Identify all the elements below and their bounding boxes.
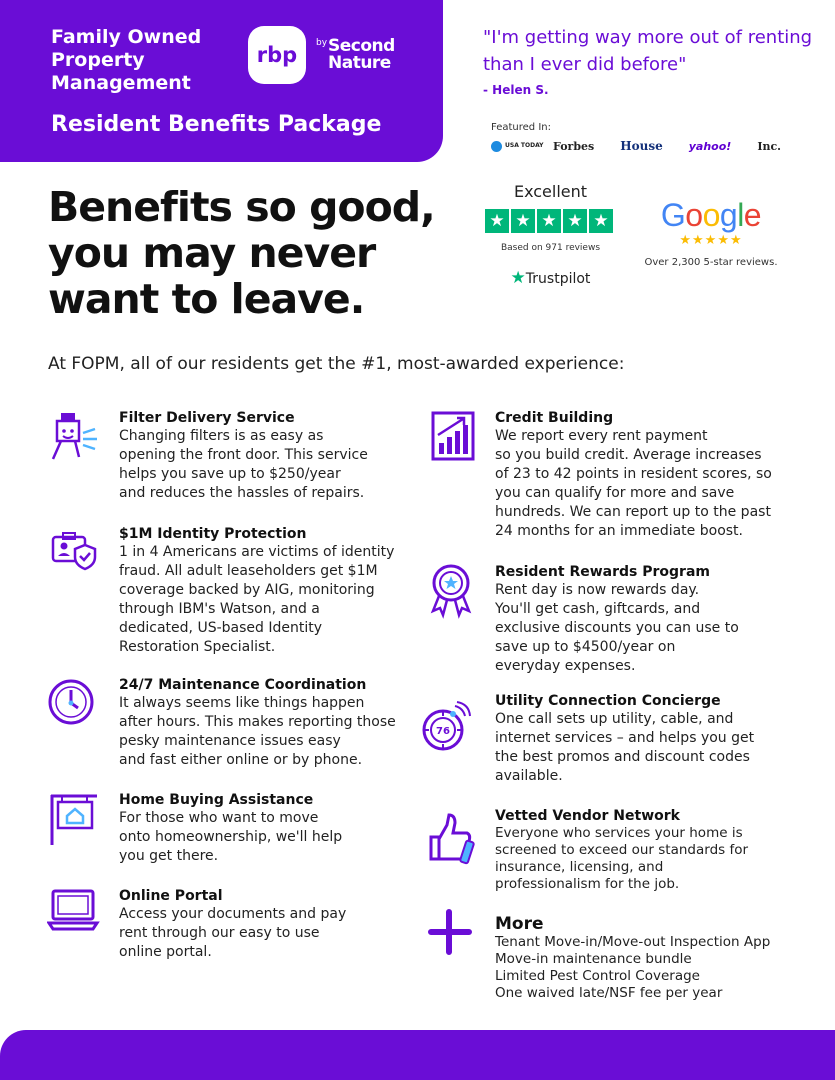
benefit-text: Rent day is now rewards day. You'll get cash, giftcards, and exclusive discounts you can use to save up to $4500/year on everyday expenses. xyxy=(495,582,739,674)
star-icon: ★ xyxy=(511,209,535,233)
benefit-title: Resident Rewards Program xyxy=(495,564,710,580)
benefit-more xyxy=(495,914,835,1002)
inc-logo: Inc. xyxy=(757,139,781,153)
intro-text: At FOPM, all of our residents get the #1, most-awarded experience: xyxy=(48,354,625,374)
benefit-text: It always seems like things happen after hours. This makes reporting those pesky maintenance issues easy and fast either online or by phone. xyxy=(119,695,396,768)
benefit-title: Filter Delivery Service xyxy=(119,410,295,426)
google-logo: Google xyxy=(660,197,762,233)
testimonial-author: - Helen S. xyxy=(483,83,549,97)
benefit-text: For those who want to move onto homeownership, we'll help you get there. xyxy=(119,810,343,864)
laptop-icon xyxy=(47,887,103,943)
yahoo-logo: yahoo! xyxy=(688,139,732,153)
rbp-logo xyxy=(248,26,306,84)
star-icon: ★ xyxy=(589,209,613,233)
filter-delivery-icon xyxy=(47,411,103,467)
partner-by: by xyxy=(316,38,328,48)
company-name: Family Owned Property Management xyxy=(51,26,202,94)
trustpilot-logo xyxy=(483,268,618,288)
benefit-title: Vetted Vendor Network xyxy=(495,808,680,824)
benefit-utility-concierge xyxy=(436,692,835,786)
benefit-filter-delivery xyxy=(119,409,459,503)
benefit-title: 24/7 Maintenance Coordination xyxy=(119,677,367,693)
trustpilot-stars xyxy=(485,209,613,233)
benefit-title: More xyxy=(495,914,544,934)
benefit-text: One call sets up utility, cable, and internet services – and helps you get the best promos and discount codes available. xyxy=(495,711,755,784)
thermostat-icon xyxy=(419,700,475,756)
trustpilot-rating-label: Excellent xyxy=(513,182,588,201)
trustpilot-star-icon: ★ xyxy=(510,268,526,288)
award-ribbon-icon xyxy=(427,563,483,619)
benefit-maintenance xyxy=(119,676,459,770)
star-icon: ★ xyxy=(485,209,509,233)
benefit-text: Tenant Move-in/Move-out Inspection App Move-in maintenance bundle Limited Pest Control Coverage One waived late/NSF fee per year xyxy=(495,934,771,1001)
clock-icon xyxy=(47,676,103,732)
benefit-text: We report every rent payment so you build credit. Average increases of 23 to 42 points in resident scores, so you can qualify for more and save hundreds. We can report up to the past 24 months for an immediate boost. xyxy=(495,428,772,539)
benefit-text: Everyone who services your home is screened to exceed our standards for insurance, licensing, and professionalism for the job. xyxy=(495,825,749,892)
benefit-title: Credit Building xyxy=(495,410,614,426)
footer-banner xyxy=(0,1030,835,1080)
benefit-online-portal xyxy=(119,887,459,962)
usa-today-logo xyxy=(491,141,544,152)
rbp-logo-text: rbp xyxy=(256,43,298,67)
benefit-credit-building xyxy=(495,409,835,541)
star-icon: ★ xyxy=(537,209,561,233)
thumbs-up-icon xyxy=(425,811,481,867)
identity-shield-icon xyxy=(47,525,103,581)
forbes-logo: Forbes xyxy=(553,139,595,153)
home-sign-icon xyxy=(47,791,103,847)
benefit-home-buying xyxy=(119,791,459,866)
package-title: Resident Benefits Package xyxy=(51,112,382,137)
testimonial-quote: "I'm getting way more out of renting than I ever did before" xyxy=(483,27,813,75)
credit-chart-icon xyxy=(427,409,483,465)
svg-text:76: 76 xyxy=(436,726,450,737)
trustpilot-brand: Trustpilot xyxy=(525,271,591,287)
benefit-title: Online Portal xyxy=(119,888,223,904)
benefit-title: Home Buying Assistance xyxy=(119,792,314,808)
press-logos xyxy=(491,138,781,154)
page-headline: Benefits so good, you may never want to leave. xyxy=(48,183,435,323)
plus-icon xyxy=(427,906,483,962)
benefit-resident-rewards xyxy=(495,563,835,676)
trustpilot-review-count: Based on 971 reviews xyxy=(500,243,601,253)
benefit-title: Utility Connection Concierge xyxy=(495,693,721,709)
google-stars: ★★★★★ xyxy=(679,233,743,248)
benefit-text: Access your documents and pay rent through our easy to use online portal. xyxy=(119,906,347,960)
usa-today-text: USA TODAY xyxy=(505,142,544,149)
star-icon: ★ xyxy=(563,209,587,233)
usa-today-dot-icon xyxy=(491,141,502,152)
featured-in-label: Featured In: xyxy=(491,122,551,133)
benefit-vendor-network xyxy=(495,807,835,893)
benefit-title: $1M Identity Protection xyxy=(119,526,307,542)
partner-logo: Second Nature xyxy=(328,36,395,73)
benefit-identity-protection xyxy=(119,525,459,657)
benefit-text: 1 in 4 Americans are victims of identity fraud. All adult leaseholders get $1M coverage backed by AIG, monitoring through IBM's Watson, and a dedicated, US-based Identity Restoration Specialist. xyxy=(119,544,395,655)
google-review-caption: Over 2,300 5-star reviews. xyxy=(644,257,778,268)
house-logo: House xyxy=(620,139,663,153)
benefit-text: Changing filters is as easy as opening the front door. This service helps you save up to $250/year and reduces the hassles of repairs. xyxy=(119,428,368,501)
